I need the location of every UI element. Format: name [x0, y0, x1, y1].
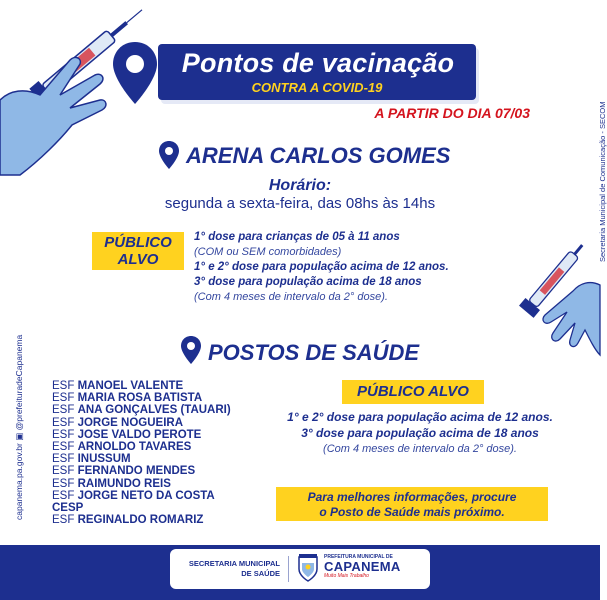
- list-item: [52, 417, 262, 429]
- badge-line: PÚBLICO: [104, 234, 172, 251]
- unit-name: JORGE NOGUEIRA: [77, 416, 184, 429]
- target-audience-badge: PÚBLICO ALVO: [342, 380, 484, 404]
- health-units-list: [52, 380, 262, 526]
- secretariat-line: DE SAÚDE: [241, 569, 280, 578]
- location-pin-icon: [180, 335, 202, 365]
- unit-name: ARNOLDO TAVARES: [77, 441, 192, 454]
- list-item: [52, 453, 262, 465]
- unit-name: REGINALDO ROMARIZ: [77, 514, 204, 527]
- list-item: [52, 429, 262, 441]
- audience-line: 1° e 2° dose para população acima de 12 anos.: [194, 261, 449, 273]
- arena-audience-list: [194, 230, 449, 305]
- contact-line: capanema.pa.gov.br ▣ @prefeituradeCapanema: [14, 334, 24, 520]
- health-secretariat-label: [180, 559, 280, 579]
- unit-prefix: ESF: [52, 441, 75, 454]
- audience-line: 3° dose para população acima de 18 anos: [194, 276, 422, 288]
- postos-heading: POSTOS DE SAÚDE: [208, 340, 420, 365]
- unit-prefix: ESF: [52, 392, 75, 405]
- unit-prefix: ESF: [52, 380, 75, 392]
- page-subtitle: CONTRA A COVID-19: [251, 80, 383, 95]
- list-item: [52, 404, 262, 416]
- unit-name: JOSE VALDO PEROTE: [77, 428, 202, 441]
- postos-audience-list: [250, 409, 590, 457]
- social-handle: @prefeituradeCapanema: [14, 334, 24, 431]
- secom-credit: Secretaria Municipal de Comunicação - SECOM: [598, 101, 607, 262]
- audience-line: 3° dose para população acima de 18 anos: [301, 426, 539, 440]
- schedule-value: segunda a sexta-feira, das 08hs às 14hs: [164, 195, 436, 212]
- unit-prefix: ESF: [52, 428, 75, 441]
- unit-name: FERNANDO MENDES: [77, 465, 196, 478]
- unit-prefix: ESF: [52, 489, 75, 502]
- arena-heading: ARENA CARLOS GOMES: [186, 143, 451, 168]
- city-crest-icon: [296, 553, 320, 583]
- target-audience-badge: [92, 232, 184, 270]
- badge-line: ALVO: [117, 251, 159, 268]
- syringe-hand-illustration-right: [505, 225, 600, 355]
- city-logo: [324, 554, 424, 579]
- list-item: [52, 514, 262, 526]
- list-item: [52, 490, 262, 502]
- unit-name: MANOEL VALENTE: [77, 380, 184, 392]
- list-item: [52, 502, 262, 514]
- unit-name: ANA GONÇALVES (TAUARI): [77, 404, 231, 417]
- unit-name: MARIA ROSA BATISTA: [77, 392, 203, 405]
- schedule-label: Horário:: [268, 177, 332, 194]
- audience-note: (Com 4 meses de intervalo da 2° dose).: [194, 291, 388, 303]
- city-logo-top: PREFEITURA MUNICIPAL DE: [324, 554, 393, 560]
- unit-prefix: ESF: [52, 477, 75, 490]
- side-credit: [589, 30, 607, 262]
- list-item: [52, 441, 262, 453]
- footer-divider: [288, 556, 289, 582]
- city-slogan: Muito Mais Trabalho: [324, 573, 369, 579]
- unit-name: JORGE NETO DA COSTA: [77, 489, 215, 502]
- location-pin-icon: [158, 140, 180, 170]
- unit-prefix: ESF: [52, 453, 75, 466]
- side-contacts: [2, 240, 24, 520]
- unit-name: RAIMUNDO REIS: [77, 477, 171, 490]
- audience-note: (Com 4 meses de intervalo da 2° dose).: [323, 443, 517, 455]
- info-line: o Posto de Saúde mais próximo.: [319, 504, 505, 519]
- unit-prefix: ESF: [52, 465, 75, 478]
- start-date-notice: A PARTIR DO DIA 07/03: [374, 105, 530, 121]
- list-item: [52, 478, 262, 490]
- city-name: CAPANEMA: [324, 559, 401, 574]
- unit-name: CESP: [52, 502, 84, 515]
- audience-line: 1° e 2° dose para população acima de 12 anos.: [287, 410, 553, 424]
- unit-prefix: ESF: [52, 514, 75, 527]
- secretariat-line: SECRETARIA MUNICIPAL: [188, 559, 280, 568]
- list-item: [52, 380, 262, 392]
- info-line: Para melhores informações, procure: [307, 490, 517, 504]
- list-item: [52, 465, 262, 477]
- audience-line: 1° dose para crianças de 05 à 11 anos: [194, 231, 400, 243]
- info-callout: [276, 487, 548, 521]
- title-banner: [158, 44, 476, 100]
- page-title: Pontos de vacinação: [181, 48, 455, 78]
- unit-name: INUSSUM: [77, 453, 131, 466]
- location-pin-icon: [110, 40, 160, 106]
- website-text: capanema.pa.gov.br: [14, 443, 24, 520]
- list-item: [52, 392, 262, 404]
- audience-note: (COM ou SEM comorbidades): [194, 246, 342, 258]
- unit-prefix: ESF: [52, 416, 75, 429]
- unit-prefix: ESF: [52, 404, 75, 417]
